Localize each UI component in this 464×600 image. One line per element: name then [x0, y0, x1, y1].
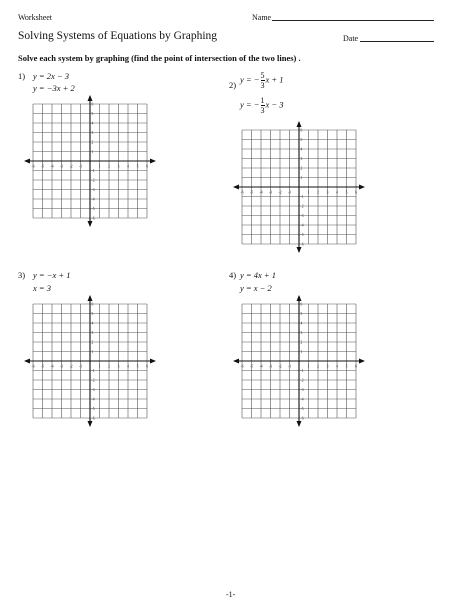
problem-1-equation-2: y = −3x + 2 [33, 83, 75, 93]
x-tick-label: 2 [317, 364, 319, 369]
y-tick-label: 3 [91, 130, 94, 135]
graph-2[interactable] [232, 120, 366, 260]
arrow-up-icon [297, 121, 302, 127]
x-tick-label: -3 [60, 164, 63, 169]
x-tick-label: 3 [117, 364, 120, 369]
y-tick-label: 6 [300, 128, 303, 133]
y-tick-label: -6 [300, 242, 304, 247]
y-tick-label: -3 [91, 387, 95, 392]
y-tick-label: -2 [91, 378, 95, 383]
date-label: Date [343, 34, 359, 43]
problem-3-equation-1: y = −x + 1 [33, 270, 71, 280]
y-tick-label: -2 [91, 178, 95, 183]
problem-2-eq2-prefix: y = − [240, 99, 260, 110]
arrow-right-icon [150, 159, 156, 164]
x-tick-label: -4 [50, 164, 54, 169]
y-tick-label: 1 [91, 149, 94, 154]
name-blank-line[interactable] [272, 20, 434, 21]
problem-2-eq2-denominator: 3 [260, 106, 265, 115]
x-tick-label: 5 [345, 190, 348, 195]
y-tick-label: 5 [91, 311, 94, 316]
y-tick-label: -4 [300, 397, 304, 402]
x-tick-label: -4 [259, 364, 263, 369]
x-tick-label: -6 [240, 190, 244, 195]
x-tick-label: -3 [60, 364, 63, 369]
y-tick-label: -5 [300, 232, 304, 237]
problem-2-eq2-numerator: 1 [260, 96, 265, 105]
page-title: Solving Systems of Equations by Graphing [18, 30, 218, 42]
y-tick-label: -3 [300, 213, 304, 218]
x-tick-label: 1 [307, 190, 310, 195]
y-tick-label: 4 [91, 121, 94, 126]
x-tick-label: 5 [345, 364, 348, 369]
arrow-left-icon [233, 185, 239, 190]
x-tick-label: 2 [317, 190, 319, 195]
y-tick-label: -6 [300, 416, 304, 421]
y-tick-label: -1 [91, 368, 95, 373]
y-tick-label: 3 [91, 330, 94, 335]
y-tick-label: 6 [300, 302, 303, 307]
y-tick-label: 5 [300, 311, 303, 316]
x-tick-label: -6 [240, 364, 244, 369]
x-tick-label: -2 [69, 164, 73, 169]
y-tick-label: 4 [300, 321, 303, 326]
y-tick-label: -6 [91, 416, 95, 421]
y-tick-label: -5 [91, 406, 95, 411]
y-tick-label: 4 [91, 321, 94, 326]
problem-1-number: 1) [18, 71, 26, 81]
problem-1-equation-1: y = 2x − 3 [33, 71, 70, 81]
y-tick-label: -2 [300, 204, 304, 209]
x-tick-label: -6 [31, 364, 35, 369]
graph-1[interactable] [23, 94, 157, 234]
instructions-text: Solve each system by graphing (find the point of intersection of the two lines) . [18, 53, 301, 63]
arrow-left-icon [233, 359, 239, 364]
x-tick-label: 3 [117, 164, 120, 169]
arrow-down-icon [88, 221, 93, 227]
problem-2-eq2-suffix: x − 3 [265, 99, 284, 110]
problem-2-eq1-denominator: 3 [260, 81, 265, 90]
date-blank-line[interactable] [360, 41, 434, 42]
problem-2-eq1-suffix: x + 1 [265, 74, 284, 85]
x-tick-label: -1 [79, 364, 82, 369]
graph-4[interactable] [232, 294, 366, 434]
page-number: -1- [226, 590, 236, 599]
problem-2-eq1-numerator: 5 [260, 71, 265, 80]
x-tick-label: -4 [259, 190, 263, 195]
problem-4-number: 4) [229, 270, 237, 280]
x-tick-label: -5 [250, 364, 253, 369]
y-tick-label: 1 [300, 175, 303, 180]
x-tick-label: -2 [278, 190, 282, 195]
problem-2-equation-2 [240, 96, 284, 115]
y-tick-label: 3 [300, 330, 303, 335]
y-tick-label: 2 [300, 166, 303, 171]
x-tick-label: -4 [50, 364, 54, 369]
y-tick-label: 6 [91, 102, 94, 107]
arrow-up-icon [88, 295, 93, 301]
x-tick-label: 1 [307, 364, 310, 369]
x-tick-label: -1 [79, 164, 82, 169]
problem-2-eq1-prefix: y = − [240, 74, 260, 85]
problem-2-eq2-fraction [261, 96, 265, 115]
y-tick-label: 5 [300, 137, 303, 142]
y-tick-label: 6 [91, 302, 94, 307]
x-tick-label: 4 [127, 164, 129, 169]
y-tick-label: -4 [91, 197, 95, 202]
y-tick-label: -5 [300, 406, 304, 411]
arrow-up-icon [297, 295, 302, 301]
x-tick-label: 6 [146, 164, 148, 169]
x-tick-label: 5 [136, 364, 139, 369]
y-tick-label: 2 [91, 140, 94, 145]
y-tick-label: -4 [300, 223, 304, 228]
arrow-right-icon [359, 185, 365, 190]
arrow-up-icon [88, 95, 93, 101]
x-tick-label: 4 [127, 364, 129, 369]
x-tick-label: 6 [146, 364, 148, 369]
y-tick-label: 2 [300, 340, 303, 345]
problem-3-equation-2: x = 3 [33, 283, 52, 293]
x-tick-label: -1 [288, 190, 291, 195]
x-tick-label: -1 [288, 364, 291, 369]
y-tick-label: -5 [91, 206, 95, 211]
problem-4-equation-2: y = x − 2 [240, 283, 272, 293]
x-tick-label: -3 [269, 190, 272, 195]
arrow-right-icon [150, 359, 156, 364]
problem-2-eq1-fraction [261, 71, 265, 90]
x-tick-label: 3 [326, 190, 329, 195]
y-tick-label: 1 [300, 349, 303, 354]
y-tick-label: -1 [300, 368, 304, 373]
x-tick-label: 3 [326, 364, 329, 369]
graph-3[interactable] [23, 294, 157, 434]
y-tick-label: -1 [300, 194, 304, 199]
x-tick-label: -3 [269, 364, 272, 369]
arrow-left-icon [24, 159, 30, 164]
arrow-right-icon [359, 359, 365, 364]
x-tick-label: 6 [355, 364, 357, 369]
y-tick-label: -2 [300, 378, 304, 383]
x-tick-label: 4 [336, 190, 338, 195]
x-tick-label: -2 [69, 364, 73, 369]
y-tick-label: -4 [91, 397, 95, 402]
y-tick-label: 2 [91, 340, 94, 345]
x-tick-label: 5 [136, 164, 139, 169]
problem-2-number: 2) [229, 80, 237, 90]
arrow-down-icon [88, 421, 93, 427]
x-tick-label: 2 [108, 164, 110, 169]
y-tick-label: 3 [300, 156, 303, 161]
x-tick-label: -6 [31, 164, 35, 169]
arrow-down-icon [297, 421, 302, 427]
y-tick-label: 1 [91, 349, 94, 354]
x-tick-label: 4 [336, 364, 338, 369]
problem-3-number: 3) [18, 270, 26, 280]
problem-2-equation-1 [240, 71, 284, 90]
x-tick-label: 6 [355, 190, 357, 195]
y-tick-label: -6 [91, 216, 95, 221]
x-tick-label: 1 [98, 364, 101, 369]
x-tick-label: -5 [250, 190, 253, 195]
y-tick-label: -1 [91, 168, 95, 173]
y-tick-label: -3 [91, 187, 95, 192]
worksheet-label: Worksheet [18, 13, 53, 22]
problem-4-equation-1: y = 4x + 1 [240, 270, 277, 280]
x-tick-label: 1 [98, 164, 101, 169]
x-tick-label: -2 [278, 364, 282, 369]
arrow-down-icon [297, 247, 302, 253]
x-tick-label: -5 [41, 364, 44, 369]
y-tick-label: 4 [300, 147, 303, 152]
x-tick-label: -5 [41, 164, 44, 169]
arrow-left-icon [24, 359, 30, 364]
x-tick-label: 2 [108, 364, 110, 369]
y-tick-label: -3 [300, 387, 304, 392]
name-label: Name [252, 13, 272, 22]
y-tick-label: 5 [91, 111, 94, 116]
